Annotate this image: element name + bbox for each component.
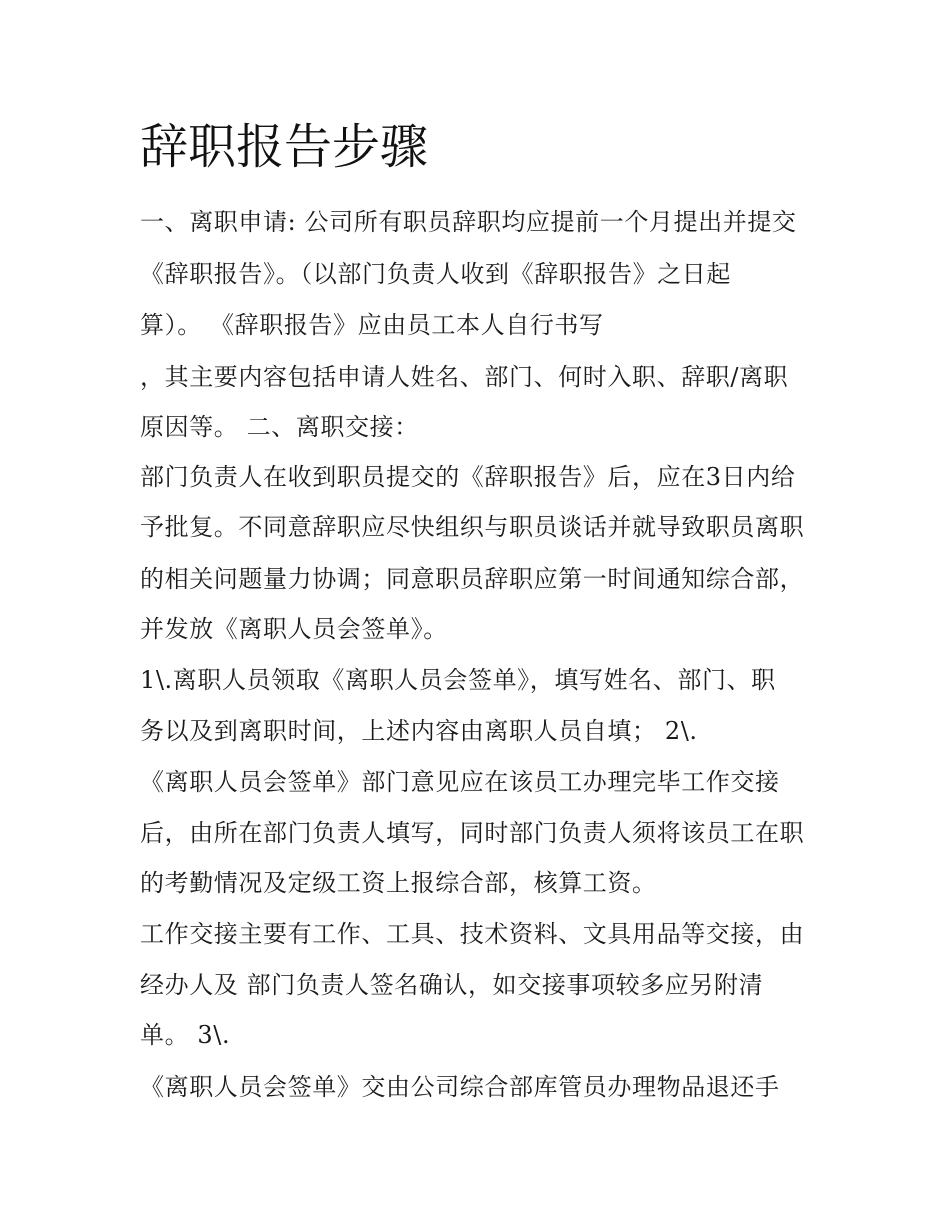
body-line-9: 并发放《离职人员会签单》。 <box>140 615 448 643</box>
body-line-5: 原因等。 二、离职交接： <box>140 413 419 441</box>
document-title: 辞职报告步骤 <box>140 119 429 175</box>
body-line-12: 《离职人员会签单》部门意见应在该员工办理完毕工作交接 <box>140 768 780 796</box>
body-line-2: 《辞职报告》。（以部门负责人收到《辞职报告》之日起 <box>140 260 731 288</box>
body-line-15: 工作交接主要有工作、工具、技术资料、文具用品等交接，由 <box>140 920 805 948</box>
body-line-1: 一、离职申请: 公司所有职员辞职均应提前一个月提出并提交 <box>140 208 797 236</box>
body-line-16: 经办人及 部门负责人签名确认，如交接事项较多应另附清 <box>140 971 764 999</box>
body-line-6: 部门负责人在收到职员提交的《辞职报告》后，应在3日内给 <box>140 463 796 491</box>
body-line-17: 单。 3\. <box>140 1021 231 1049</box>
body-line-13: 后，由所在部门负责人填写，同时部门负责人须将该员工在职 <box>140 819 805 847</box>
body-line-3: 算）。 《辞职报告》应由员工本人自行书写 <box>140 311 604 339</box>
body-line-8: 的相关问题量力协调；同意职员辞职应第一时间通知综合部， <box>140 565 805 593</box>
body-line-14: 的考勤情况及定级工资上报综合部，核算工资。 <box>140 869 657 897</box>
body-line-7: 予批复。不同意辞职应尽快组织与职员谈话并就导致职员离职 <box>140 513 805 541</box>
body-line-10: 1\.离职人员领取《离职人员会签单》，填写姓名、部门、职 <box>140 666 776 694</box>
body-line-11: 务以及到离职时间，上述内容由离职人员自填； 2\. <box>140 717 698 745</box>
body-line-18: 《离职人员会签单》交由公司综合部库管员办理物品退还手 <box>140 1073 780 1101</box>
body-line-4: ，其主要内容包括申请人姓名、部门、何时入职、辞职/离职 <box>140 363 789 391</box>
